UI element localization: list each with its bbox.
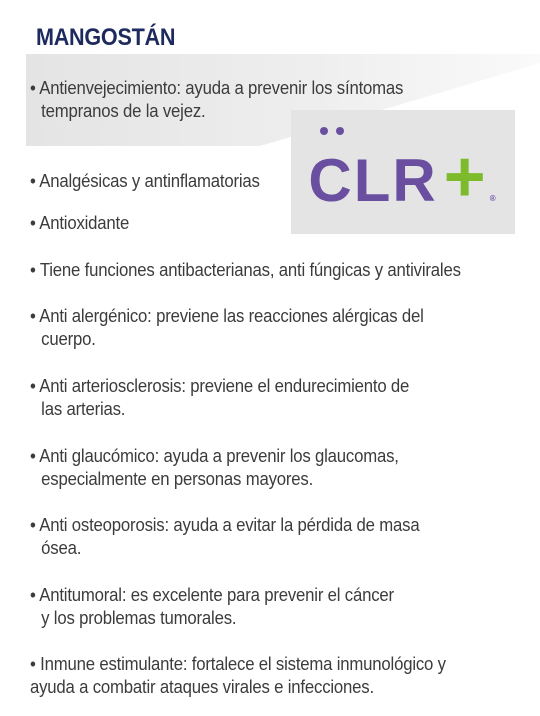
list-item: • Anti glaucómico: ayuda a prevenir los glaucomas, especialmente en personas mayores. (30, 446, 399, 489)
plus-icon: + (443, 137, 488, 217)
list-item: • Antienvejecimiento: ayuda a prevenir los síntomas tempranos de la vejez. (30, 78, 404, 121)
registered-mark: ® (489, 194, 498, 203)
list-item: • Tiene funciones antibacterianas, anti fúngicas y antivirales (30, 260, 461, 280)
page-title: MANGOSTÁN (36, 24, 176, 51)
list-item: • Inmune estimulante: fortalece el sistema inmunológico y ayuda a combatir ataques virales e infecciones. (30, 654, 446, 697)
logo-text: CLR (308, 147, 438, 214)
list-item: • Anti alergénico: previene las reacciones alérgicas del cuerpo. (30, 306, 424, 349)
list-item: • Anti arteriosclerosis: previene el endurecimiento de las arterias. (30, 376, 410, 419)
list-item: • Anti osteoporosis: ayuda a evitar la pérdida de masa ósea. (30, 515, 420, 558)
list-item: • Analgésicas y antinflamatorias (30, 171, 260, 191)
umlaut-dots (320, 127, 344, 135)
list-item: • Antioxidante (30, 213, 130, 233)
list-item: • Antitumoral: es excelente para prevenir el cáncer y los problemas tumorales. (30, 585, 394, 628)
